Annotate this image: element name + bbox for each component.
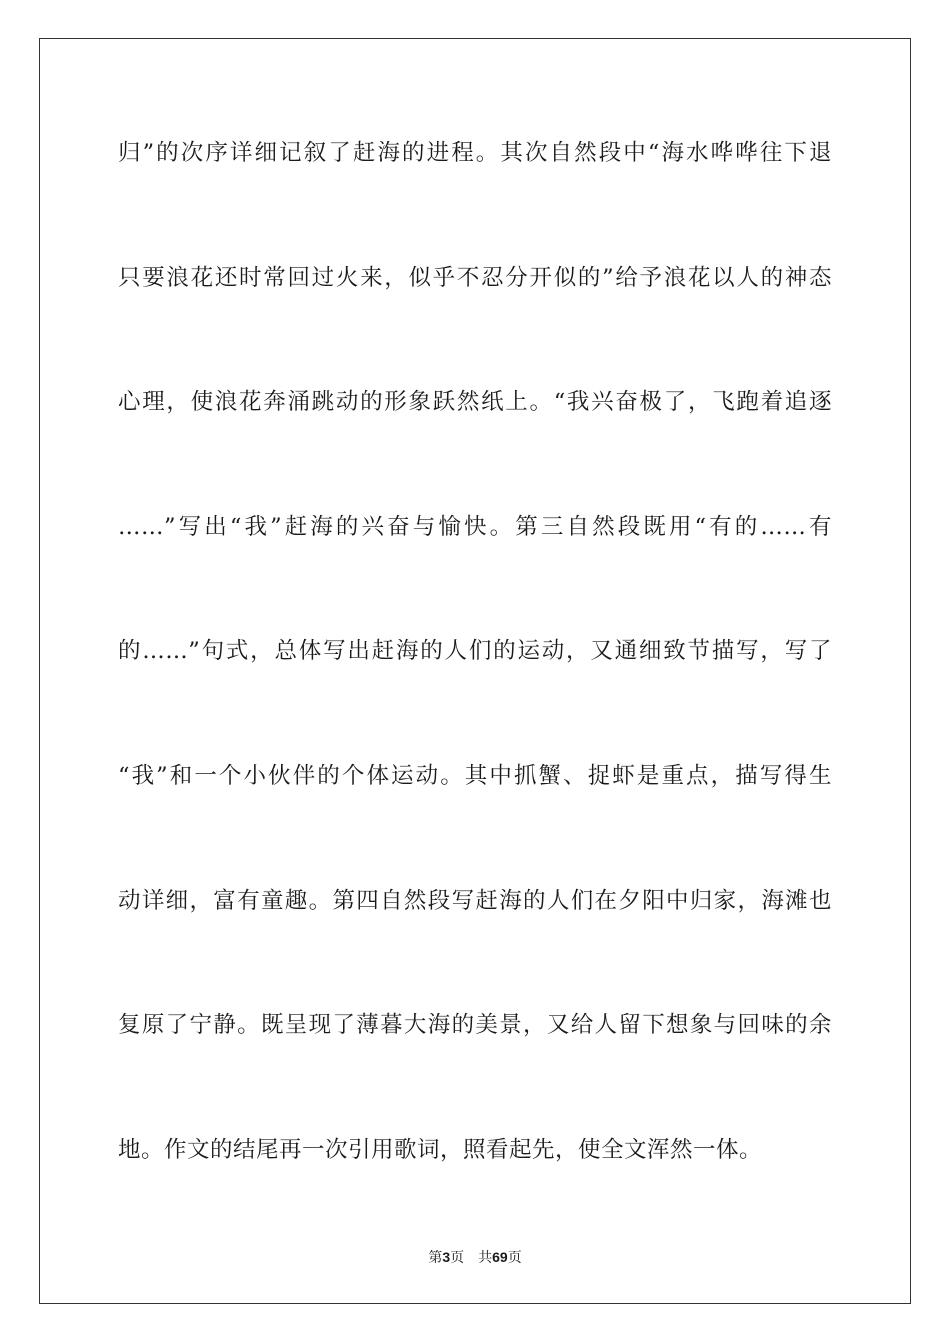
total-suffix: 页 [507, 1250, 522, 1266]
text-line-1: 归”的次序详细记叙了赶海的进程。其次自然段中“海水哗哗往下退 [118, 140, 832, 166]
page-suffix: 页 [450, 1250, 465, 1266]
page-prefix: 第 [428, 1250, 443, 1266]
text-line-2: 只要浪花还时常回过火来，似乎不忍分开似的”给予浪花以人的神态 [118, 264, 832, 291]
page-footer [0, 1247, 950, 1268]
text-line-7: 动详细，富有童趣。第四自然段写赶海的人们在夕阳中归家，海滩也 [118, 887, 832, 914]
document-body [118, 128, 832, 1249]
text-line-9: 地。作文的结尾再一次引用歌词，照看起先，使全文浑然一体。 [118, 1136, 763, 1163]
text-line-3: 心理，使浪花奔涌跳动的形象跃然纸上。“我兴奋极了，飞跑着追逐 [118, 389, 832, 416]
page-number: 3 [442, 1249, 451, 1265]
text-line-4: ……”写出“我”赶海的兴奋与愉快。第三自然段既用“有的……有 [118, 513, 832, 540]
text-line-8: 复原了宁静。既呈现了薄暮大海的美景，又给人留下想象与回味的余 [118, 1012, 832, 1039]
text-line-5: 的……”句式，总体写出赶海的人们的运动，又通细致节描写，写了 [118, 638, 832, 665]
text-line-6: “我”和一个小伙伴的个体运动。其中抓蟹、捉虾是重点，描写得生 [118, 762, 832, 789]
total-pages: 69 [492, 1249, 508, 1265]
total-prefix: 共 [478, 1250, 493, 1266]
